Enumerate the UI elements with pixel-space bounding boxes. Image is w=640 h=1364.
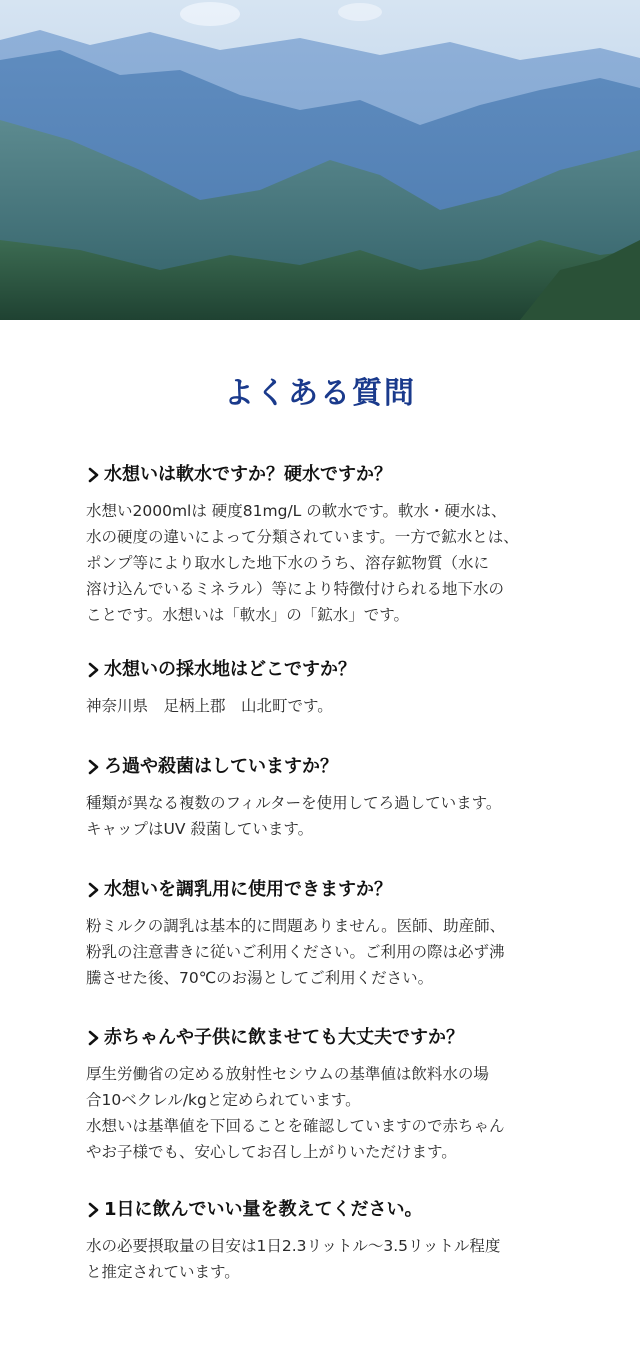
- faq-item: [86, 1197, 576, 1285]
- faq-question[interactable]: [86, 462, 576, 488]
- faq-item: [86, 754, 576, 842]
- mountain-landscape-graphic: [0, 0, 640, 320]
- faq-answer: 水想い2000mlは 硬度81mg/L の軟水です。軟水・硬水は、 水の硬度の違いによって分類されています。一方で鉱水とは、 ポンプ等により取水した地下水のうち、溶存鉱物質（水に 溶け込んでいるミネラル）等により特徴付けられる地下水の ことです。水想いは「軟水」の「鉱水」です。: [86, 502, 519, 624]
- faq-question-text: 赤ちゃんや子供に飲ませても大丈夫ですか？: [104, 1027, 464, 1048]
- faq-question-text: 1日に飲んでいい量を教えてください。: [104, 1199, 423, 1220]
- chevron-right-icon: [86, 1200, 102, 1220]
- faq-answer: 種類が異なる複数のフィルターを使用してろ過しています。 キャップはUV 殺菌しています。: [86, 794, 502, 838]
- faq-question-text: 水想いを調乳用に使用できますか？: [104, 879, 392, 900]
- faq-item: [86, 877, 576, 991]
- faq-question[interactable]: [86, 877, 576, 903]
- chevron-right-icon: [86, 1028, 102, 1048]
- faq-question[interactable]: [86, 657, 576, 683]
- faq-question-text: 水想いの採水地はどこですか？: [104, 659, 356, 680]
- chevron-right-icon: [86, 465, 102, 485]
- faq-item: [86, 657, 576, 719]
- chevron-right-icon: [86, 880, 102, 900]
- faq-answer: 水の必要摂取量の目安は1日2.3リットル〜3.5リットル程度 と推定されています。: [86, 1237, 501, 1281]
- faq-answer: 厚生労働省の定める放射性セシウムの基準値は飲料水の場 合10ベクレル/kgと定められています。 水想いは基準値を下回ることを確認していますので赤ちゃん やお子様でも、安心してお召し上がりいただけます。: [86, 1065, 505, 1161]
- hero-mountain-image: [0, 0, 640, 320]
- faq-question-text: 水想いは軟水ですか？硬水ですか？: [104, 464, 392, 485]
- chevron-right-icon: [86, 757, 102, 777]
- faq-item: [86, 1025, 576, 1165]
- faq-answer: 神奈川県 足柄上郡 山北町です。: [86, 697, 333, 715]
- faq-question-text: ろ過や殺菌はしていますか？: [104, 756, 338, 777]
- faq-question[interactable]: [86, 754, 576, 780]
- faq-section: [0, 320, 640, 1281]
- faq-answer: 粉ミルクの調乳は基本的に問題ありません。医師、助産師、 粉乳の注意書きに従いご利用ください。ご利用の際は必ず沸 騰させた後、70℃のお湯としてご利用ください。: [86, 917, 506, 987]
- faq-question[interactable]: [86, 1025, 576, 1051]
- faq-heading: よくある質問: [224, 376, 416, 411]
- faq-question[interactable]: [86, 1197, 576, 1223]
- chevron-right-icon: [86, 660, 102, 680]
- faq-item: [86, 462, 576, 628]
